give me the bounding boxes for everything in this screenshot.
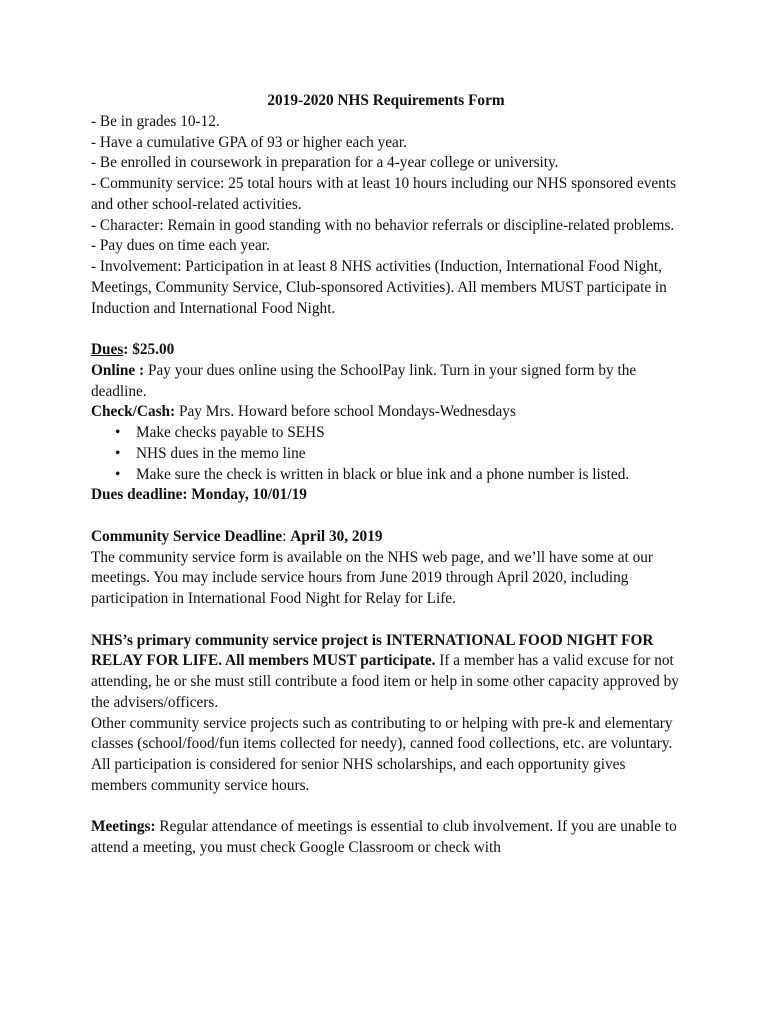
requirement-item: - Have a cumulative GPA of 93 or higher each year. [91,133,407,151]
dues-online-label: Online : [91,361,145,379]
primary-project-section [91,631,681,797]
dues-heading [91,340,681,361]
list-item [91,465,681,486]
bullet-icon: • [115,424,121,441]
requirements-list [91,112,681,320]
dues-check-label: Check/Cash: [91,403,176,421]
dues-section [91,340,681,506]
list-item-text: Make sure the check is written in black or blue ink and a phone number is listed. [136,465,630,483]
community-service-label: Community Service Deadline [91,527,283,545]
community-service-text: The community service form is available on the NHS web page, and we’ll have some at our meetings. You may include service hours from June 2019 through April 2020, including participation in International Food Night for Relay for Life. [91,548,653,607]
primary-project-text: If a member has a valid excuse for not attending, he or she must still contribute a food item or help in some other capacity approved by the advisers/officers. [91,652,679,711]
community-service-heading [91,527,681,548]
dues-amount: : $25.00 [123,341,175,358]
requirement-item: - Character: Remain in good standing with no behavior referrals or discipline-related problems. [91,216,675,234]
list-item-text: NHS dues in the memo line [136,444,306,462]
requirement-item: - Involvement: Participation in at least 8 NHS activities (Induction, International Food Night, Meetings, Community Service, Club-sponsored Activities). All members MUST participate in Induction and International Food Night. [91,258,667,317]
list-item-text: Make checks payable to SEHS [136,424,325,441]
dues-check [91,402,681,423]
dues-online-text: Pay your dues online using the SchoolPay link. Turn in your signed form by the deadline. [91,361,637,400]
other-projects-text: Other community service projects such as contributing to or helping with pre-k and elementary classes (school/food/fun items collected for needy), canned food collections, etc. are voluntary. All participation is considered for senior NHS scholarships, and each opportunity gives members community service hours. [91,714,673,794]
page-title: 2019-2020 NHS Requirements Form [267,92,505,109]
primary-project-paragraph [91,631,681,714]
community-service-date: April 30, 2019 [290,527,383,545]
requirement-item: - Community service: 25 total hours with at least 10 hours including our NHS sponsored events and other school-related activities. [91,175,677,213]
meetings-section [91,817,681,859]
requirement-item: - Pay dues on time each year. [91,237,270,255]
requirement-item: - Be in grades 10-12. [91,112,220,130]
dues-bullet-list [91,423,681,485]
bullet-icon: • [115,465,121,483]
dues-online [91,361,681,403]
meetings-paragraph [91,817,681,859]
community-service-section [91,527,681,610]
document-page [91,91,681,859]
meetings-text: Regular attendance of meetings is essential to club involvement. If you are unable to attend a meeting, you must check Google Classroom or check with [91,818,677,856]
dues-check-text: Pay Mrs. Howard before school Mondays-Wednesdays [175,403,516,421]
community-service-colon: : [282,527,291,545]
dues-label: Dues [91,341,124,358]
dues-deadline: Dues deadline: Monday, 10/01/19 [91,486,307,504]
list-item [91,423,681,444]
bullet-icon: • [115,444,121,462]
meetings-label: Meetings: [91,818,156,836]
primary-project-bold: NHS’s primary community service project is INTERNATIONAL FOOD NIGHT FOR RELAY FOR LIFE. All members MUST participate. [91,631,654,670]
list-item [91,444,681,465]
requirement-item: - Be enrolled in coursework in preparation for a 4-year college or university. [91,154,559,172]
